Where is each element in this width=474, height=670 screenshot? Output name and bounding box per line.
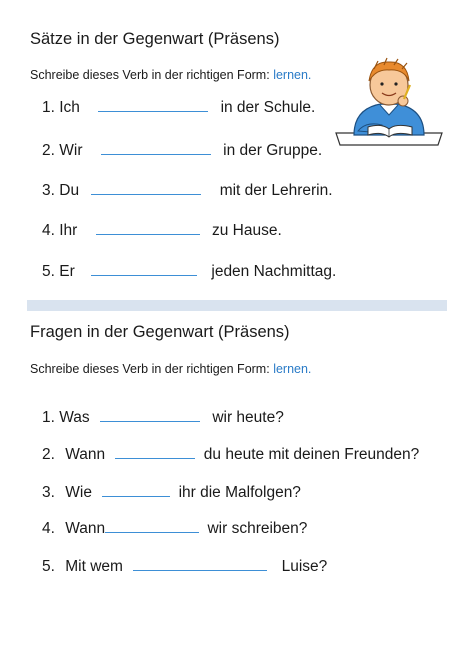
question-row-2: 2. Wann du heute mit deinen Freunden? bbox=[42, 442, 419, 464]
answer-blank[interactable] bbox=[96, 218, 200, 235]
sentence-row-5: 5. Er jeden Nachmittag. bbox=[42, 259, 336, 281]
section-divider bbox=[27, 300, 447, 311]
question-row-3: 3. Wie ihr die Malfolgen? bbox=[42, 480, 301, 502]
sentence-row-1: 1. Ich in der Schule. bbox=[42, 95, 315, 117]
section1-instruction: Schreibe dieses Verb in der richtigen Form: lernen. bbox=[30, 68, 312, 82]
section2-title: Fragen in der Gegenwart (Präsens) bbox=[30, 323, 290, 341]
question-row-4: 4. Wann wir schreiben? bbox=[42, 516, 307, 538]
answer-blank[interactable] bbox=[91, 259, 197, 276]
question-row-5: 5. Mit wem Luise? bbox=[42, 554, 327, 576]
target-verb: lernen. bbox=[273, 362, 312, 376]
answer-blank[interactable] bbox=[102, 480, 170, 497]
sentence-row-2: 2. Wir in der Gruppe. bbox=[42, 138, 322, 160]
answer-blank[interactable] bbox=[91, 178, 201, 195]
answer-blank[interactable] bbox=[133, 554, 267, 571]
section1-title: Sätze in der Gegenwart (Präsens) bbox=[30, 30, 280, 48]
question-row-1: 1. Was wir heute? bbox=[42, 405, 284, 427]
answer-blank[interactable] bbox=[101, 138, 211, 155]
answer-blank[interactable] bbox=[105, 516, 199, 533]
sentence-row-3: 3. Du mit der Lehrerin. bbox=[42, 178, 333, 200]
answer-blank[interactable] bbox=[115, 442, 195, 459]
section2-instruction: Schreibe dieses Verb in der richtigen Form: lernen. bbox=[30, 362, 312, 376]
answer-blank[interactable] bbox=[98, 95, 208, 112]
sentence-row-4: 4. Ihr zu Hause. bbox=[42, 218, 282, 240]
target-verb: lernen. bbox=[273, 68, 312, 82]
answer-blank[interactable] bbox=[100, 405, 200, 422]
boy-studying-illustration bbox=[332, 55, 446, 147]
